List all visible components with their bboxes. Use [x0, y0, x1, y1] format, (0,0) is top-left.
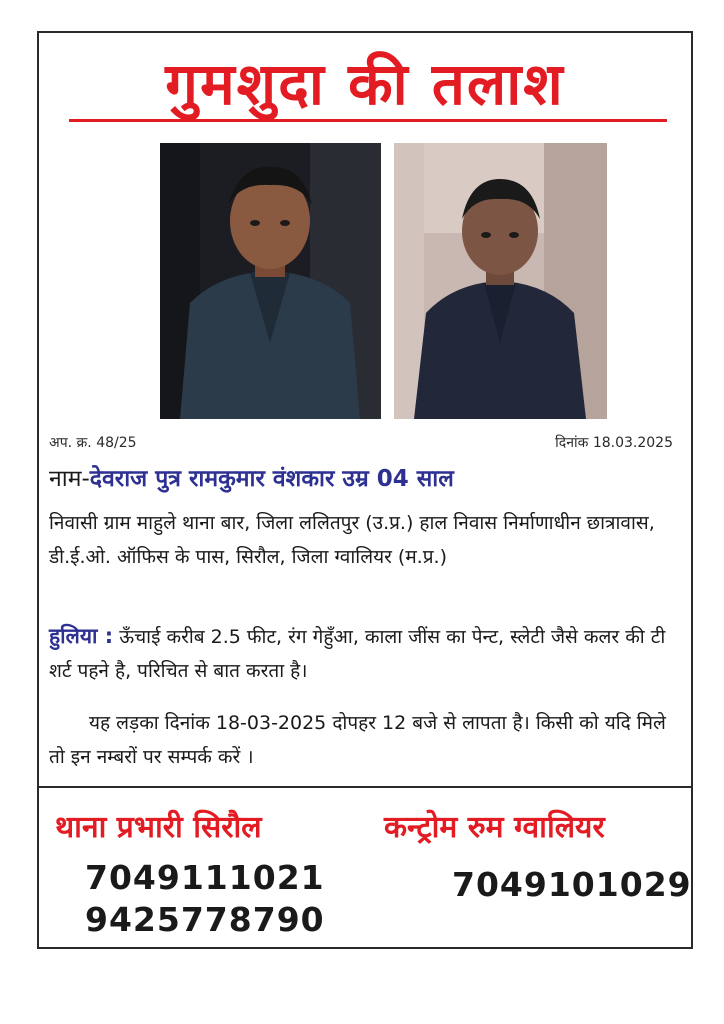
phone-number-control-room: 7049101029: [452, 865, 692, 904]
phone-number-police-1: 7049111021: [85, 858, 325, 897]
name-label: नाम-: [49, 466, 90, 492]
description-text: ऊँचाई करीब 2.5 फीट, रंग गेहुँआ, काला जींस का पेन्ट, स्लेटी जैसे कलर की टी शर्ट पहने है, परिचित से बात करता है।: [49, 626, 666, 682]
poster-frame: [37, 31, 693, 949]
phone-number-police-2: 9425778790: [85, 900, 325, 939]
poster-date: दिनांक 18.03.2025: [555, 435, 673, 451]
address-paragraph: निवासी ग्राम माहुले थाना बार, जिला ललितपुर (उ.प्र.) हाल निवास निर्माणाधीन छात्रावास, डी.ई.ओ. ऑफिस के पास, सिरौल, जिला ग्वालियर (म.प्र.): [49, 512, 655, 568]
missing-notice: [49, 706, 685, 774]
poster-title: गुमशुदा की तलाश: [165, 50, 565, 118]
child-photo-right: [394, 143, 607, 419]
child-photo-left-image: [160, 143, 381, 419]
case-number: अप. क्र. 48/25: [49, 435, 137, 451]
contact-title-police-station: थाना प्रभारी सिरौल: [55, 810, 262, 845]
child-name: देवराज पुत्र रामकुमार वंशकार उम्र 04 साल: [89, 466, 454, 492]
description-label: हुलिया :: [49, 624, 114, 648]
child-photo-right-image: [394, 143, 607, 419]
contact-title-control-room: कन्ट्रोम रुम ग्वालियर: [384, 810, 605, 845]
missing-notice-text: यह लड़का दिनांक 18-03-2025 दोपहर 12 बजे से लापता है। किसी को यदि मिले तो इन नम्बरों पर सम्पर्क करें ।: [49, 712, 666, 768]
child-photo-left: [160, 143, 381, 419]
section-divider: [39, 786, 691, 788]
description-paragraph: [49, 619, 685, 688]
name-line: [49, 461, 454, 493]
title-underline: [69, 119, 667, 122]
